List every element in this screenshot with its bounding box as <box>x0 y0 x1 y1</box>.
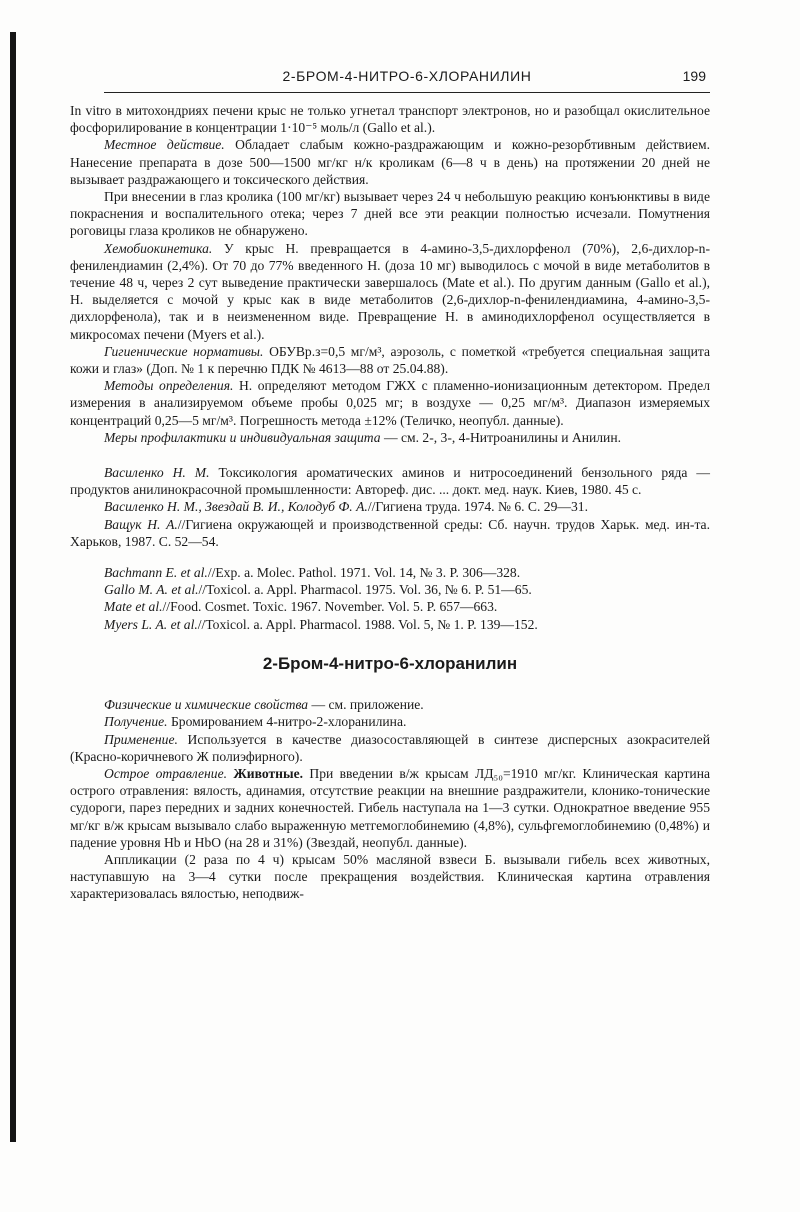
paragraph-label: Применение. <box>104 731 178 747</box>
paragraph-local-action <box>70 136 710 188</box>
paragraph-label: Физические и химические свойства <box>104 697 309 713</box>
paragraph-applications: Аппликации (2 раза по 4 ч) крысам 50% масляной взвеси Б. вызывали гибель всех животных, наступавшую на 3—4 сутки после прекращения воздействия. Клиническая картина отравления характеризовалась вялостью, неподвиж- <box>70 851 710 902</box>
references-russian <box>70 464 710 550</box>
reference-item <box>70 516 710 550</box>
paragraph-hygienic-norms <box>70 343 710 377</box>
paragraph-properties <box>70 696 710 713</box>
paragraph-application <box>70 731 710 765</box>
paragraph-acute-poisoning <box>70 765 710 851</box>
reference-item <box>70 498 710 515</box>
reference-author: Ващук Н. А. <box>104 516 178 532</box>
reference-author: Myers L. A. et al. <box>104 616 198 632</box>
reference-author: Василенко Н. М. <box>104 465 210 481</box>
reference-item <box>70 581 710 598</box>
paragraph-label: Меры профилактики и индивидуальная защита <box>104 429 381 445</box>
paragraph-biokinetics <box>70 240 710 343</box>
paragraph-text: — см. приложение. <box>308 697 424 713</box>
reference-text: //Exp. a. Molec. Pathol. 1971. Vol. 14, № 3. P. 306—328. <box>207 565 521 581</box>
section-title: 2-Бром-4-нитро-6-хлоранилин <box>262 653 518 673</box>
paragraph-text: При введении в/ж крысам ЛД₅₀=1910 мг/кг. Клиническая картина острого отравления: вялость, адинамия, отсутствие реакции на внешние раздражители, клонико-тонические судороги, парез передних и задних конечностей. Гибель наступала на 1—3 сутки. Однократное введение 955 мг/кг в/ж крысам вызывало слабо выраженную метгемоглобинемию (4,8%), сульфгемоглобинемию (0,48%) и падение уровня Hb и HbO (на 28 и 31%) (Звездай, неопубл. данные). <box>70 765 711 850</box>
reference-item <box>70 564 710 581</box>
reference-text: //Toxicol. a. Appl. Pharmacol. 1988. Vol. 5, № 1. P. 139—152. <box>197 616 538 632</box>
reference-author: Василенко Н. М., Звездай В. И., Колодуб Ф. А. <box>104 499 368 515</box>
reference-author: Mate et al. <box>104 599 163 615</box>
running-title: 2-БРОМ-4-НИТРО-6-ХЛОРАНИЛИН <box>282 68 532 84</box>
paragraph-label: Получение. <box>104 714 168 730</box>
paragraph-methods <box>70 377 710 429</box>
paragraph-label: Хемобиокинетика. <box>104 240 213 256</box>
page-body <box>70 102 710 903</box>
paragraph-text: Используется в качестве диазосоставляющей в синтезе дисперсных азокрасителей (Красно-коричневого Ж полиэфирного). <box>70 731 710 764</box>
reference-author: Gallo M. A. et al. <box>104 582 199 598</box>
paragraph-text: — см. 2-, 3-, 4-Нитроанилины и Анилин. <box>380 429 621 445</box>
reference-text: Токсикология ароматических аминов и нитросоединений бензольного ряда — продуктов анилинокрасочной промышленности: Автореф. дис. ... докт. мед. наук. Киев, 1980. 45 с. <box>70 465 710 498</box>
paragraph-bold-label: Животные. <box>227 765 304 781</box>
paragraph-production <box>70 713 710 730</box>
reference-item <box>70 598 710 615</box>
reference-text: //Гигиена окружающей и производственной среды: Сб. научн. трудов Харьк. мед. ин-та. Харьков, 1987. С. 52—54. <box>70 516 710 549</box>
reference-author: Bachmann E. et al. <box>104 565 208 581</box>
paragraph-text: Бромированием 4-нитро-2-хлоранилина. <box>167 714 407 730</box>
page-number: 199 <box>682 68 706 84</box>
paragraph-text: У крыс Н. превращается в 4-амино-3,5-дихлорфенол (70%), 2,6-дихлор-n-фенилендиамин (2,4%). От 70 до 77% введенного Н. (доза 10 мг) выводилось с мочой в виде метаболитов в течение 48 ч, через 2 сут выведение практически завершалось (Mate et al.). По другим данным (Gallo et al.), Н. выделяется с мочой у крыс как в виде метаболитов (2,6-дихлор-n-фенилендиамина, 4-амино-3,5-дихлорфенола), так и в неизмененном виде. Превращение Н. в аминодихлорфенол осуществляется в микросомах печени (Myers et al.). <box>70 240 710 342</box>
reference-text: //Food. Cosmet. Toxic. 1967. November. Vol. 5. P. 657—663. <box>162 599 498 615</box>
reference-item <box>70 464 710 498</box>
paragraph-text: ОБУВр.з=0,5 мг/м³, аэрозоль, с пометкой «требуется специальная защита кожи и глаз» (Доп. № 1 к перечню ПДК № 4613—88 от 25.04.88). <box>70 343 710 377</box>
paragraph-label: Местное действие. <box>104 137 225 153</box>
paragraph-text: Обладает слабым кожно-раздражающим и кожно-резорбтивным действием. Нанесение препарата в дозе 500—1500 мг/кг н/к кроликам (6—8 ч в день) на протяжении 20 дней не вызывает раздражающего и токсического действия. <box>70 137 710 187</box>
paragraph-eye-test: При внесении в глаз кролика (100 мг/кг) вызывает через 24 ч небольшую реакцию конъюнктивы в виде покраснения и воспалительного отека; через 7 дней все эти реакции полностью исчезали. Помутнения роговицы глаза кроликов не обнаружено. <box>70 189 710 239</box>
paragraph-in-vitro: In vitro в митохондриях печени крыс не только угнетал транспорт электронов, но и разобщал окислительное фосфорилирование в концентрации 1·10⁻⁵ моль/л (Gallo et al.). <box>70 103 710 136</box>
references-foreign <box>70 564 710 633</box>
page-spine-edge <box>10 32 16 1142</box>
reference-item <box>70 616 710 633</box>
reference-text: //Toxicol. a. Appl. Pharmacol. 1975. Vol. 36, № 6. P. 51—65. <box>198 582 532 598</box>
paragraph-label: Гигиенические нормативы. <box>104 343 264 359</box>
paragraph-prevention <box>70 429 710 446</box>
reference-text: //Гигиена труда. 1974. № 6. С. 29—31. <box>367 499 588 515</box>
running-header <box>104 62 710 93</box>
paragraph-text: Н. определяют методом ГЖХ с пламенно-ионизационным детектором. Предел измерения в анализируемом объеме пробы 0,025 мг; в воздухе — 0,25 мг/м³. Диапазон измеряемых концентраций 0,25—5 мг/м³. Погрешность метода ±12% (Теличко, неопубл. данные). <box>70 378 710 428</box>
paragraph-label: Острое отравление. <box>104 765 228 781</box>
paragraph-label: Методы определения. <box>104 378 234 394</box>
